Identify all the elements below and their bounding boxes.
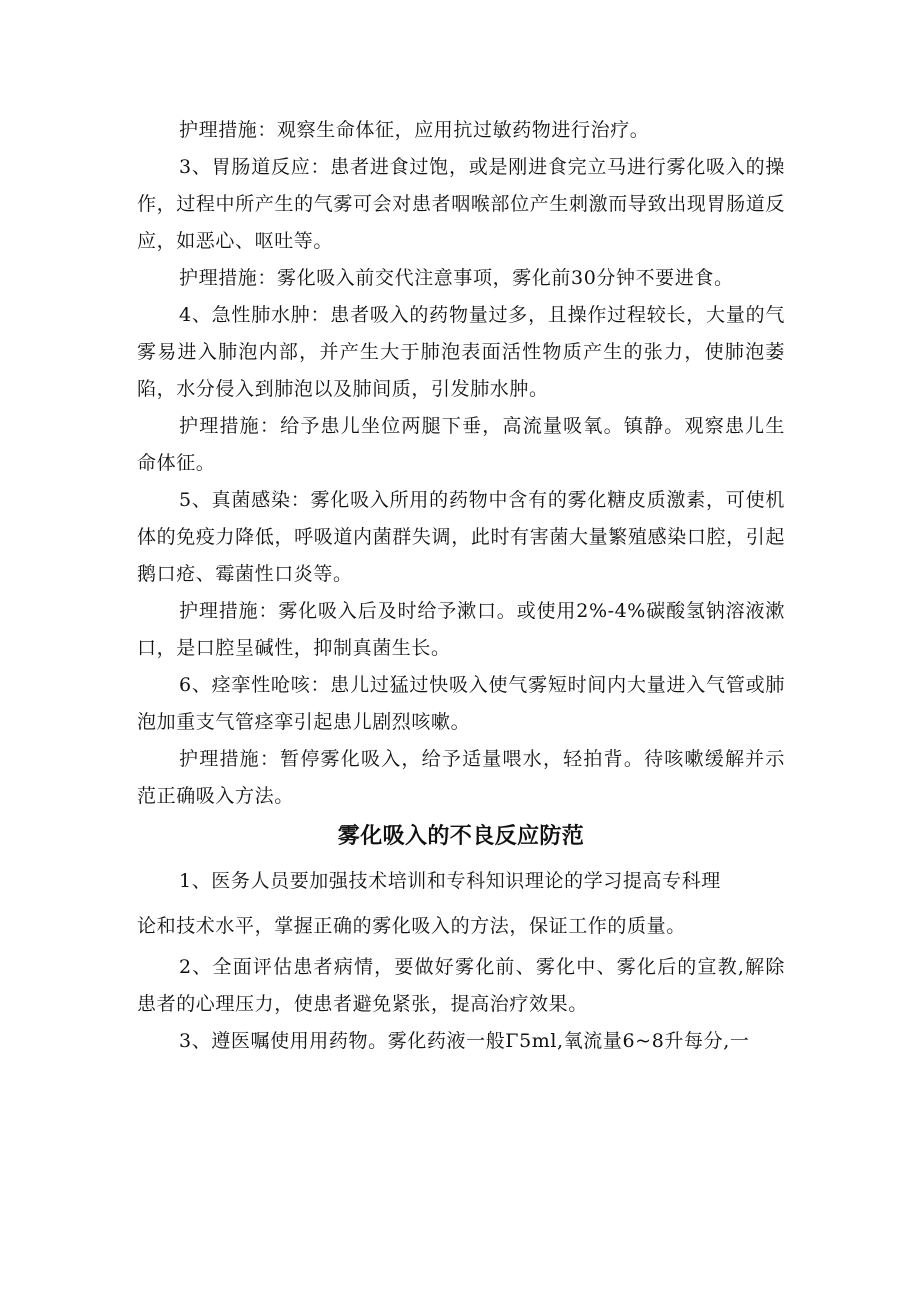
- paragraph-care-pause-nebulization: 护理措施：暂停雾化吸入，给予适量喂水，轻拍背。待咳嗽缓解并示范正确吸入方法。: [137, 748, 785, 807]
- paragraph-acute-pulmonary-edema: 4、急性肺水肿：患者吸入的药物量过多，且操作过程较长，大量的气雾易进入肺泡内部，并产生大于肺泡表面活性物质产生的张力，使肺泡萎陷，水分侵入到肺泡以及肺间质，引发肺水肿。: [137, 304, 785, 400]
- paragraph-care-oxygen: 护理措施：给予患儿坐位两腿下垂，高流量吸氧。镇静。观察患儿生命体征。: [137, 415, 785, 474]
- paragraph-care-antiallergy: 护理措施：观察生命体征，应用抗过敏药物进行治疗。: [179, 119, 650, 141]
- paragraph-fungal-infection: 5、真菌感染：雾化吸入所用的药物中含有的雾化糖皮质激素，可使机体的免疫力降低，呼吸道内菌群失调，此时有害菌大量繁殖感染口腔，引起鹅口疮、霉菌性口炎等。: [137, 489, 785, 585]
- paragraph-gastrointestinal-reaction: 3、胃肠道反应：患者进食过饱，或是刚进食完立马进行雾化吸入的操作，过程中所产生的气雾可会对患者咽喉部位产生刺激而导致出现胃肠道反应，如恶心、呕吐等。: [137, 156, 785, 252]
- paragraph-prevention-assessment: 2、全面评估患者病情，要做好雾化前、雾化中、雾化后的宣教,解除患者的心理压力，使患者避免紧张，提高治疗效果。: [137, 956, 785, 1015]
- paragraph-care-mouthwash: 护理措施：雾化吸入后及时给予漱口。或使用2%-4%碳酸氢钠溶液漱口，是口腔呈碱性，抑制真菌生长。: [137, 600, 785, 659]
- section-heading: 雾化吸入的不良反应防范: [337, 824, 585, 849]
- document-body: [137, 112, 785, 1060]
- paragraph-prevention-training: 1、医务人员要加强技术培训和专科知识理论的学习提高专科理: [179, 870, 721, 892]
- paragraph-spasmodic-cough: 6、痉挛性呛咳：患儿过猛过快吸入使气雾短时间内大量进入气管或肺泡加重支气管痉挛引起患儿剧烈咳嗽。: [137, 674, 785, 733]
- paragraph-care-fasting: 护理措施：雾化吸入前交代注意事项，雾化前30分钟不要进食。: [179, 267, 734, 289]
- paragraph-prevention-training-continued: 论和技术水平，掌握正确的雾化吸入的方法，保证工作的质量。: [137, 915, 686, 937]
- paragraph-prevention-medication: 3、遵医嘱使用用药物。雾化药液一般Γ5ml,氧流量6~8升每分,一: [179, 1030, 750, 1052]
